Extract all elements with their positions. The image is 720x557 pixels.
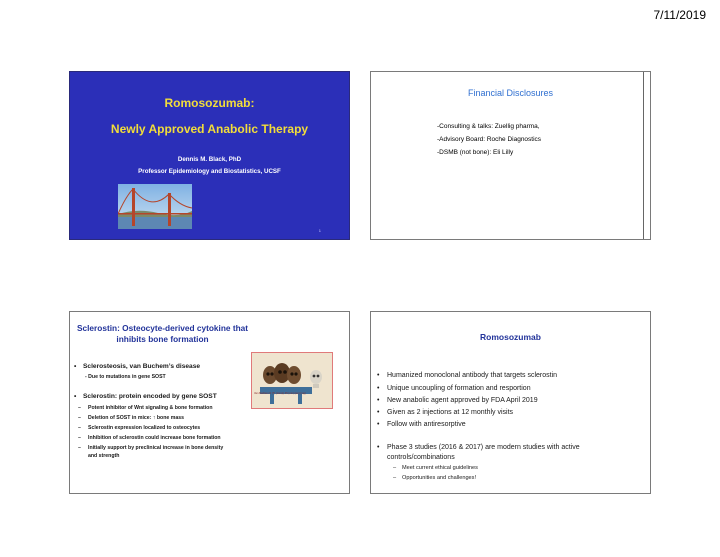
dash-marker: – <box>393 465 397 471</box>
disclosure-line: -DSMB (not bone): Eli Lilly <box>437 149 514 156</box>
bullet-dot: • <box>377 409 380 416</box>
bullet-dot: • <box>377 385 380 392</box>
slide-3-bullet-1: Sclerosteosis, van Buchem’s disease <box>83 363 201 370</box>
slide-2-title: Financial Disclosures <box>467 88 554 98</box>
slide-4-bullet: Unique uncoupling of formation and resportion <box>387 385 531 392</box>
slide-1-author: Dennis M. Black, PhD <box>177 156 242 163</box>
dash-marker: – <box>78 435 81 441</box>
bullet-dot: • <box>377 444 380 451</box>
dash-marker: – <box>78 425 81 431</box>
slide-3-thumbnail <box>69 311 350 494</box>
slide-4-sub-bullet: Meet current ethical guidelines <box>402 465 478 471</box>
slide-4-bullet: Phase 3 studies (2016 & 2017) are modern studies with active <box>387 444 580 451</box>
disclosure-line: -Consulting & talks: Zuellig pharma, <box>437 123 540 130</box>
photo-caption: Van Buchem N (T) (comp) 45 (mm) (ex) (mg) <box>254 392 306 395</box>
dash-marker: – <box>78 445 81 451</box>
slide-3-title: Sclerostin: Osteocyte-derived cytokine that inhibits bone formation <box>76 323 249 344</box>
slide-1-number: 1 <box>318 228 321 233</box>
slide-4-bullet-continued: controls/combinations <box>387 454 455 461</box>
slide-3-sub-item: Deletion of SOST in mice: ↑ bone mass <box>88 415 184 421</box>
slide-2-thumbnail <box>370 71 651 240</box>
golden-gate-bridge-photo <box>118 184 192 229</box>
bullet-dot: • <box>377 372 380 379</box>
slide-3-sub-item: Initially support by preclinical increase in bone density <box>88 445 224 451</box>
dash-marker: – <box>78 405 81 411</box>
dash-marker: – <box>393 475 397 481</box>
slide-1-affiliation: Professor Epidemiology and Biostatistics, UCSF <box>138 168 281 175</box>
slide-3-sub-item: Inhibition of sclerostin could increase bone formation <box>88 435 221 441</box>
bullet-dot: • <box>74 393 77 400</box>
slide-4-title: Romosozumab <box>480 332 541 342</box>
slide-1-title: Romosozumab: <box>164 96 255 110</box>
slide-3-sub-item: and strength <box>88 453 120 459</box>
slide-4-bullet: New anabolic agent approved by FDA April 2019 <box>387 397 538 404</box>
slide-3-sub-item: Potent inhibitor of Wnt signaling & bone formation <box>88 405 213 411</box>
dash-marker: – <box>78 415 81 421</box>
bullet-dot: • <box>377 421 380 428</box>
slide-3-sub-item: Sclerostin expression localized to osteocytes <box>88 425 201 431</box>
slide-4-bullet: Given as 2 injections at 12 monthly visits <box>387 409 514 416</box>
slide-4-bullet: Follow with antiresorptive <box>387 421 466 428</box>
slide-1-thumbnail <box>69 71 350 240</box>
slide-1-subtitle: Newly Approved Anabolic Therapy <box>110 122 309 136</box>
slide-4-bullet: Humanized monoclonal antibody that targets sclerostin <box>387 372 558 379</box>
slide-4-thumbnail <box>370 311 651 494</box>
document-date: 7/11/2019 <box>653 8 706 22</box>
bullet-dot: • <box>377 397 380 404</box>
disclosure-line: -Advisory Board: Roche Diagnostics <box>437 136 542 143</box>
slide-3-bullet-1-sub: - Due to mutations in gene SOST <box>85 374 166 380</box>
bullet-dot: • <box>74 363 77 370</box>
slide-2-divider <box>643 72 644 239</box>
slide-4-sub-bullet: Opportunities and challenges! <box>402 475 477 481</box>
slide-3-bullet-2: Sclerostin: protein encoded by gene SOST <box>83 393 217 400</box>
skulls-photo <box>251 352 333 409</box>
